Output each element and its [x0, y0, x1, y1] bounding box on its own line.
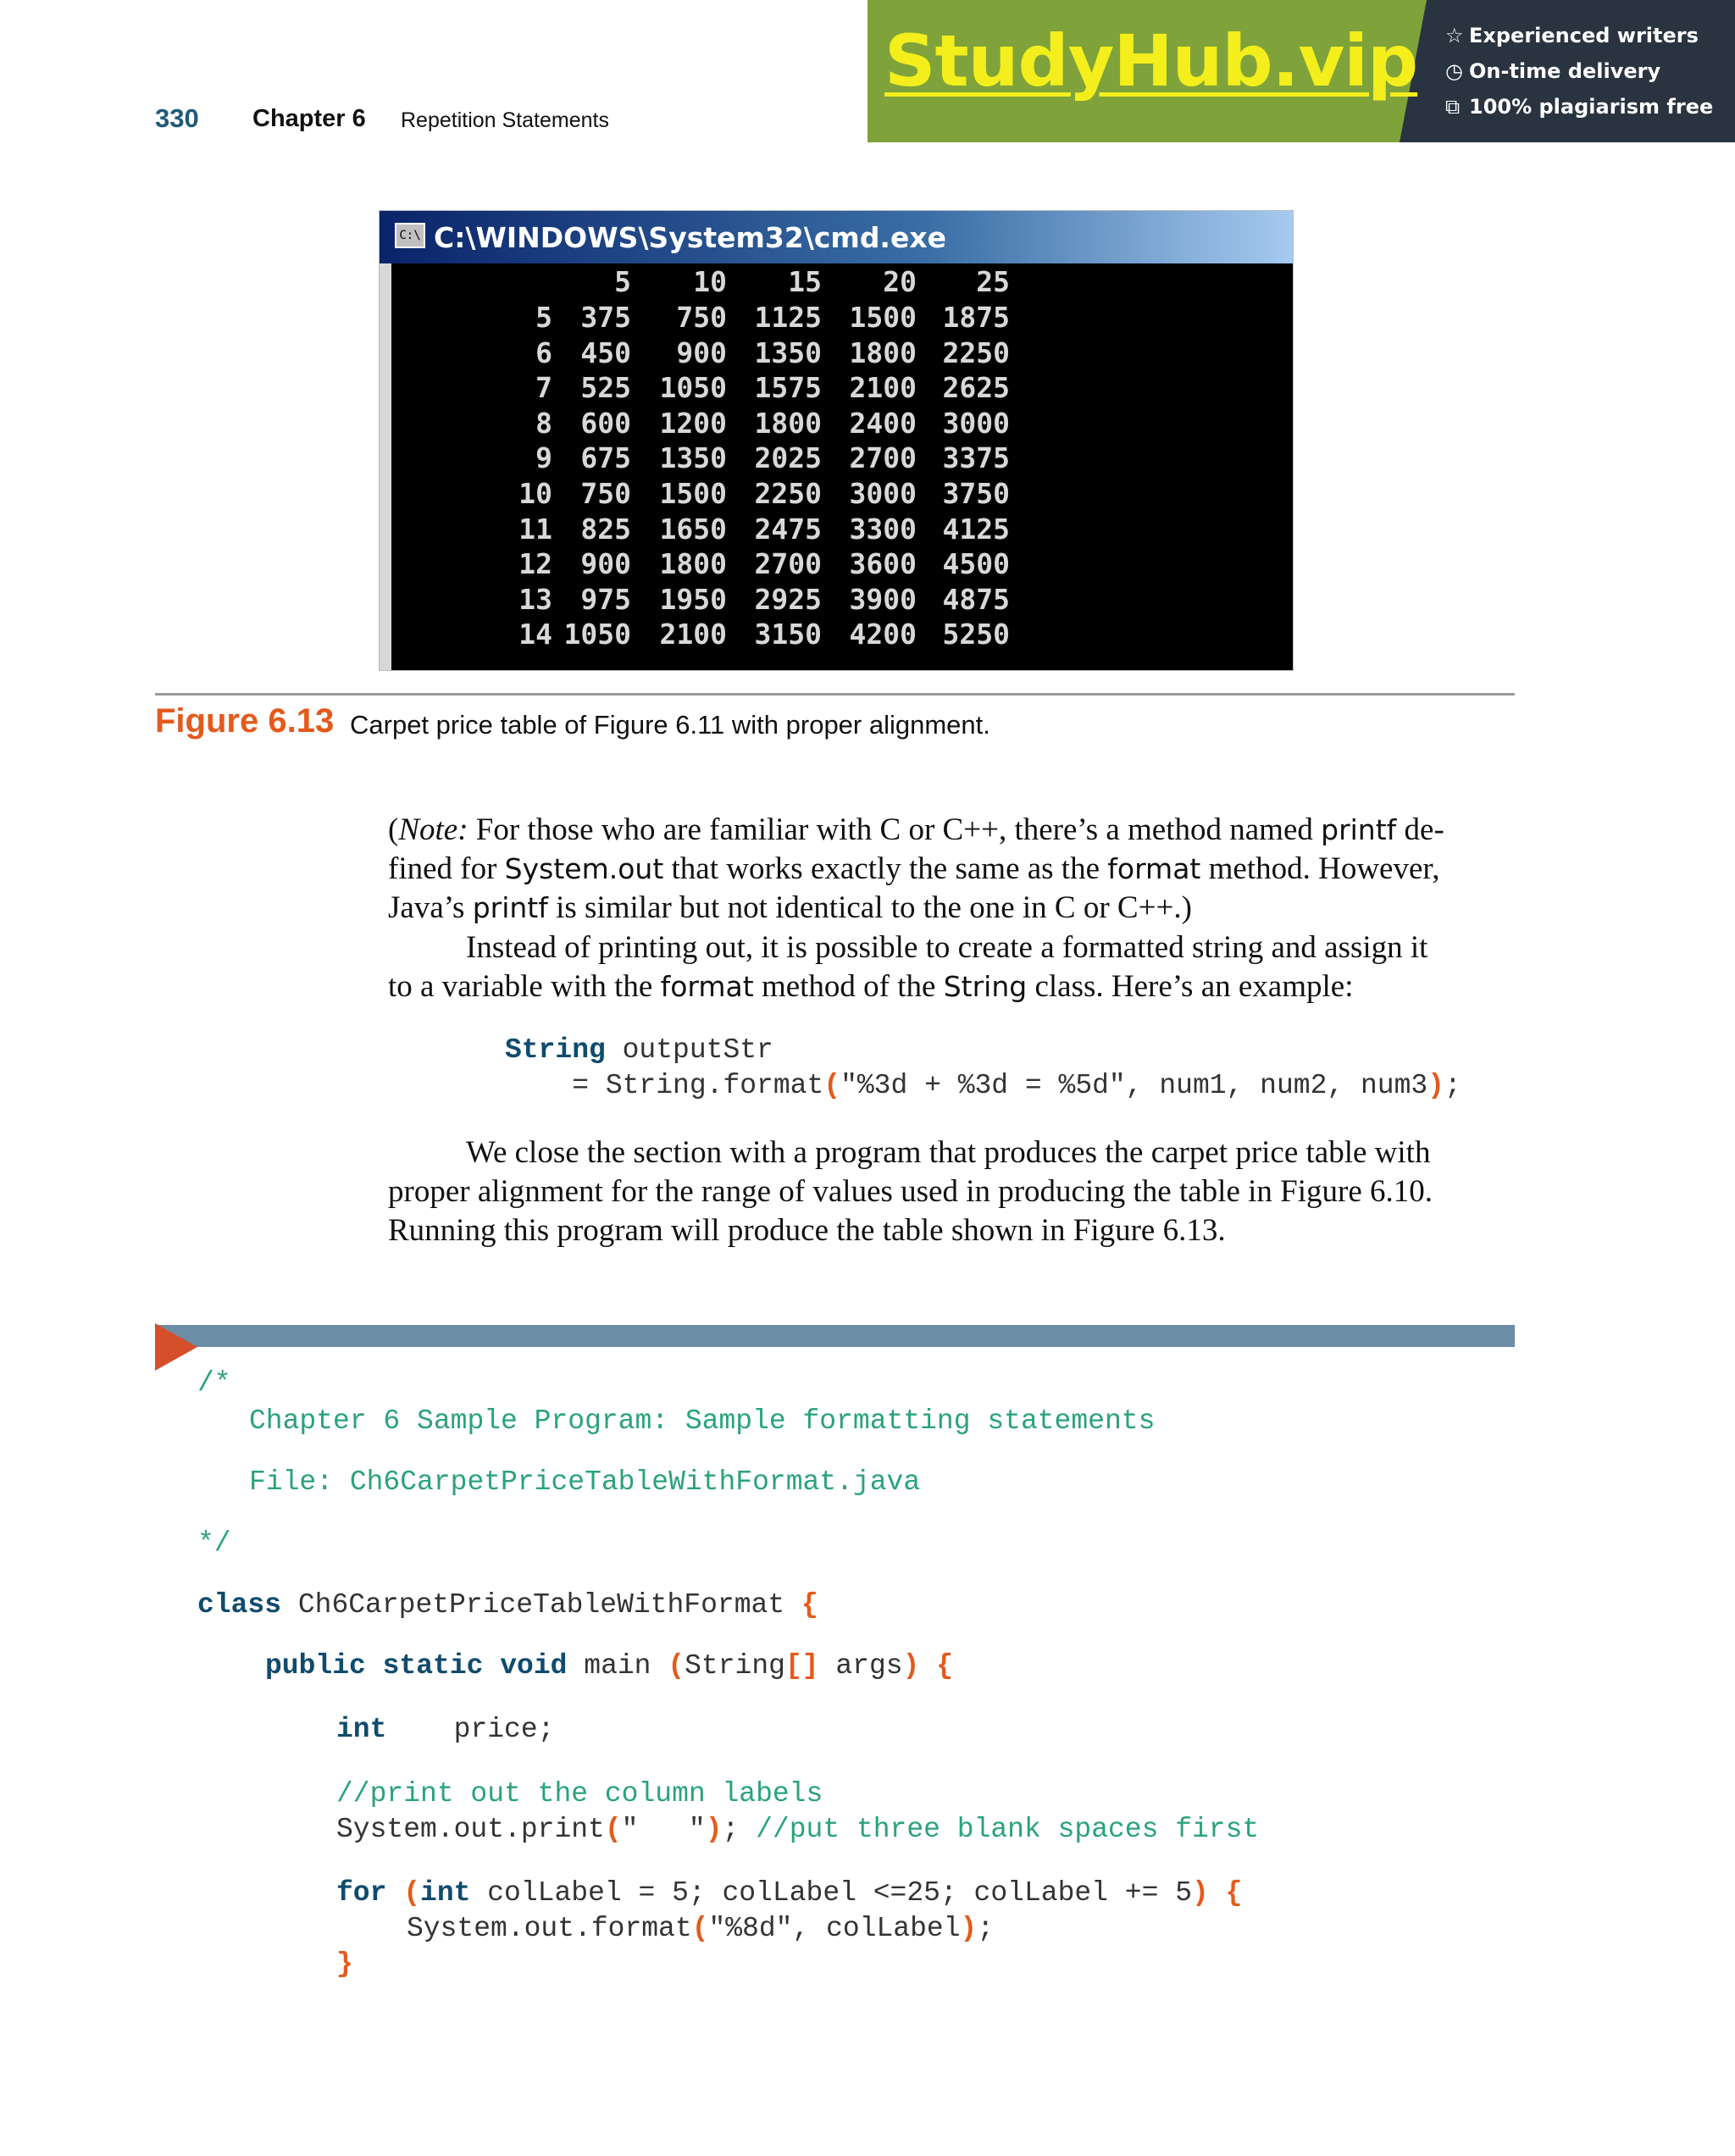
table-cell: 450	[580, 335, 631, 369]
text-line	[388, 967, 1515, 1006]
paren: )	[902, 1650, 920, 1682]
code-text: ;	[722, 1814, 757, 1845]
text: method. However,	[1200, 851, 1440, 886]
text-line	[388, 850, 1515, 889]
chapter-label: Chapter 6	[252, 105, 366, 132]
brace: {	[1208, 1877, 1243, 1909]
paren: (	[668, 1650, 685, 1682]
row-label: 12	[518, 547, 552, 581]
table-cell: 3750	[942, 477, 1010, 510]
code-text: colLabel = 5; colLabel <=25; colLabel += 5	[470, 1877, 1192, 1909]
text: class. Here’s an example:	[1027, 969, 1354, 1004]
table-cell: 1350	[659, 441, 727, 475]
text: to a variable with the	[388, 969, 661, 1004]
table-cell: 20	[883, 265, 917, 298]
code-text: ;	[977, 1913, 995, 1944]
inline-code: printf	[472, 891, 548, 924]
paren: (	[386, 1877, 421, 1909]
table-cell: 2100	[849, 371, 917, 405]
table-cell: 4200	[849, 618, 917, 651]
text: (	[388, 812, 399, 847]
closing-paragraph	[388, 1133, 1515, 1250]
keyword: public static void	[265, 1650, 568, 1682]
table-cell: 3150	[754, 618, 822, 651]
format-statement	[407, 1915, 994, 1943]
table-cell: 1800	[659, 547, 727, 581]
text-line	[388, 811, 1515, 850]
row-label: 14	[518, 618, 552, 651]
table-cell: 1875	[942, 301, 1010, 334]
brace: {	[801, 1589, 818, 1621]
for-statement	[336, 1879, 1242, 1907]
row-label: 10	[518, 477, 552, 510]
code-text: = String.format	[505, 1070, 824, 1101]
figure-divider	[155, 693, 1515, 696]
table-cell: 2625	[942, 371, 1010, 405]
comment-line: Chapter 6 Sample Program: Sample formatting statements	[249, 1405, 1156, 1437]
example-code-line-1	[505, 1036, 773, 1064]
keyword: int	[336, 1714, 387, 1745]
star-icon: ☆	[1445, 24, 1464, 47]
table-cell: 1500	[659, 477, 727, 510]
row-label: 5	[535, 301, 552, 334]
text: that works exactly the same as the	[663, 851, 1108, 886]
table-cell: 2400	[849, 406, 917, 440]
keyword: String	[505, 1034, 606, 1066]
inline-code: format	[1107, 852, 1201, 885]
code-text: outputStr	[605, 1034, 773, 1066]
text-line: proper alignment for the range of values used in producing the table in Figure 6.10.	[388, 1174, 1433, 1209]
paren: )	[1192, 1877, 1209, 1909]
table-cell: 2925	[754, 582, 822, 616]
text: method of the	[753, 969, 944, 1004]
table-cell: 10	[693, 265, 727, 298]
comment-open: /*	[197, 1367, 231, 1399]
figure-label: Figure 6.13	[155, 702, 335, 740]
console-title: C:\WINDOWS\System32\cmd.exe	[434, 221, 947, 254]
table-cell: 3000	[942, 406, 1010, 440]
text-line: We close the section with a program that produces the carpet price table with	[466, 1135, 1431, 1170]
row-label: 8	[535, 406, 552, 440]
text: fined for	[388, 851, 505, 886]
code-text: price;	[386, 1714, 555, 1745]
inline-code: System.out	[504, 852, 664, 885]
table-cell: 2250	[942, 335, 1010, 369]
table-cell: 25	[976, 265, 1010, 298]
table-cell: 1800	[754, 406, 822, 440]
console-titlebar	[380, 211, 1293, 263]
table-cell: 975	[580, 582, 631, 616]
table-cell: 2700	[754, 547, 822, 581]
inline-code: String	[943, 970, 1028, 1003]
cmd-icon: C:\	[395, 223, 425, 248]
table-cell: 1200	[659, 406, 727, 440]
print-statement	[336, 1815, 1259, 1843]
studyhub-logo[interactable]: StudyHub.vip	[884, 19, 1418, 103]
banner-feature-plagiarism	[1445, 95, 1713, 119]
table-cell: 1950	[659, 582, 727, 616]
table-cell: 1575	[754, 371, 822, 405]
table-cell: 525	[580, 371, 631, 405]
keyword: class	[197, 1589, 282, 1621]
text-line: Running this program will produce the table shown in Figure 6.13.	[388, 1213, 1226, 1248]
paren: )	[960, 1913, 978, 1944]
code-text: main	[567, 1650, 668, 1682]
main-declaration	[265, 1652, 953, 1680]
paren: (	[823, 1070, 841, 1101]
bracket: []	[784, 1650, 819, 1682]
table-cell: 1350	[754, 335, 822, 369]
keyword: int	[420, 1877, 471, 1909]
table-cell: 1050	[659, 371, 727, 405]
inline-code: printf	[1321, 813, 1397, 846]
code-text: "%8d", colLabel	[708, 1913, 961, 1944]
code-text: String	[685, 1650, 785, 1682]
keyword: for	[336, 1877, 387, 1909]
row-label: 6	[535, 335, 552, 369]
int-declaration	[336, 1715, 554, 1743]
program-listing-bar	[155, 1325, 1515, 1347]
row-label: 13	[518, 582, 552, 616]
table-cell: 2100	[659, 618, 727, 651]
table-cell: 750	[580, 477, 631, 510]
comment-close: */	[197, 1527, 231, 1559]
banner-feature-delivery	[1445, 59, 1660, 83]
brace: {	[919, 1650, 953, 1682]
table-cell: 900	[676, 335, 727, 369]
banner-feature-text: 100% plagiarism free	[1469, 95, 1714, 119]
table-cell: 825	[580, 512, 631, 546]
paren: (	[691, 1913, 709, 1944]
table-cell: 3900	[849, 582, 917, 616]
table-cell: 600	[580, 406, 631, 440]
table-cell: 1125	[754, 301, 822, 334]
table-cell: 1500	[849, 301, 917, 334]
table-cell: 2700	[849, 441, 917, 475]
table-cell: 4125	[942, 512, 1010, 546]
table-cell: 750	[676, 301, 727, 334]
class-declaration	[197, 1591, 818, 1619]
code-text: Ch6CarpetPriceTableWithFormat	[281, 1589, 801, 1621]
table-cell: 4500	[942, 547, 1010, 581]
page-number: 330	[155, 103, 199, 133]
code-text: ;	[1444, 1070, 1461, 1101]
chapter-title: Repetition Statements	[401, 108, 609, 132]
text-line: Instead of printing out, it is possible to create a formatted string and assign it	[466, 930, 1428, 965]
table-cell: 1650	[659, 512, 727, 546]
table-cell: 2250	[754, 477, 822, 510]
code-text: " "	[621, 1814, 706, 1845]
code-text: System.out.format	[407, 1913, 692, 1944]
table-cell: 3600	[849, 547, 917, 581]
row-label: 11	[518, 512, 552, 546]
table-cell: 15	[788, 265, 822, 298]
table-cell: 4875	[942, 582, 1010, 616]
note-paragraph	[388, 811, 1515, 928]
table-cell: 3300	[849, 512, 917, 546]
table-cell: 3000	[849, 477, 917, 510]
table-cell: 3375	[942, 441, 1010, 475]
banner-feature-text: Experienced writers	[1469, 24, 1699, 47]
paren: )	[1427, 1070, 1445, 1101]
table-cell: 375	[580, 301, 631, 334]
table-cell: 5	[614, 265, 631, 298]
row-label: 7	[535, 371, 552, 405]
studyhub-banner[interactable]	[868, 0, 1735, 142]
comment-line: //print out the column labels	[336, 1778, 823, 1810]
table-cell: 2025	[754, 441, 822, 475]
table-cell: 2475	[754, 512, 822, 546]
text: de-	[1396, 812, 1444, 847]
text-line	[388, 889, 1515, 928]
code-text: args	[818, 1650, 903, 1682]
code-text: "%3d + %3d = %5d", num1, num2, num3	[840, 1070, 1428, 1101]
banner-feature-writers	[1445, 24, 1699, 47]
inline-code: format	[660, 970, 754, 1003]
clock-icon: ◷	[1445, 59, 1463, 83]
paren: )	[705, 1814, 723, 1845]
table-cell: 1050	[563, 618, 631, 651]
format-paragraph	[388, 928, 1515, 1006]
note-label: Note:	[398, 812, 468, 847]
comment-line: File: Ch6CarpetPriceTableWithFormat.java	[249, 1466, 921, 1498]
table-cell: 1800	[849, 335, 917, 369]
console-output	[380, 263, 1293, 670]
banner-feature-text: On-time delivery	[1469, 59, 1661, 83]
paren: (	[604, 1814, 622, 1845]
text: is similar but not identical to the one in C or C++.)	[547, 890, 1192, 925]
example-code-line-2	[505, 1072, 1461, 1100]
table-cell: 5250	[942, 618, 1010, 651]
figure-caption: Carpet price table of Figure 6.11 with proper alignment.	[350, 710, 990, 740]
copy-icon: ⧉	[1445, 95, 1461, 119]
text: Java’s	[388, 890, 473, 925]
table-cell: 675	[580, 441, 631, 475]
row-label: 9	[535, 441, 552, 475]
program-arrow-icon	[155, 1323, 197, 1371]
console-window	[379, 210, 1294, 671]
table-cell: 900	[580, 547, 631, 581]
comment: //put three blank spaces first	[756, 1814, 1260, 1845]
code-text: System.out.print	[336, 1814, 605, 1845]
text: For those who are familiar with C or C++, there’s a method named	[468, 812, 1322, 847]
closing-brace: }	[336, 1948, 353, 1980]
